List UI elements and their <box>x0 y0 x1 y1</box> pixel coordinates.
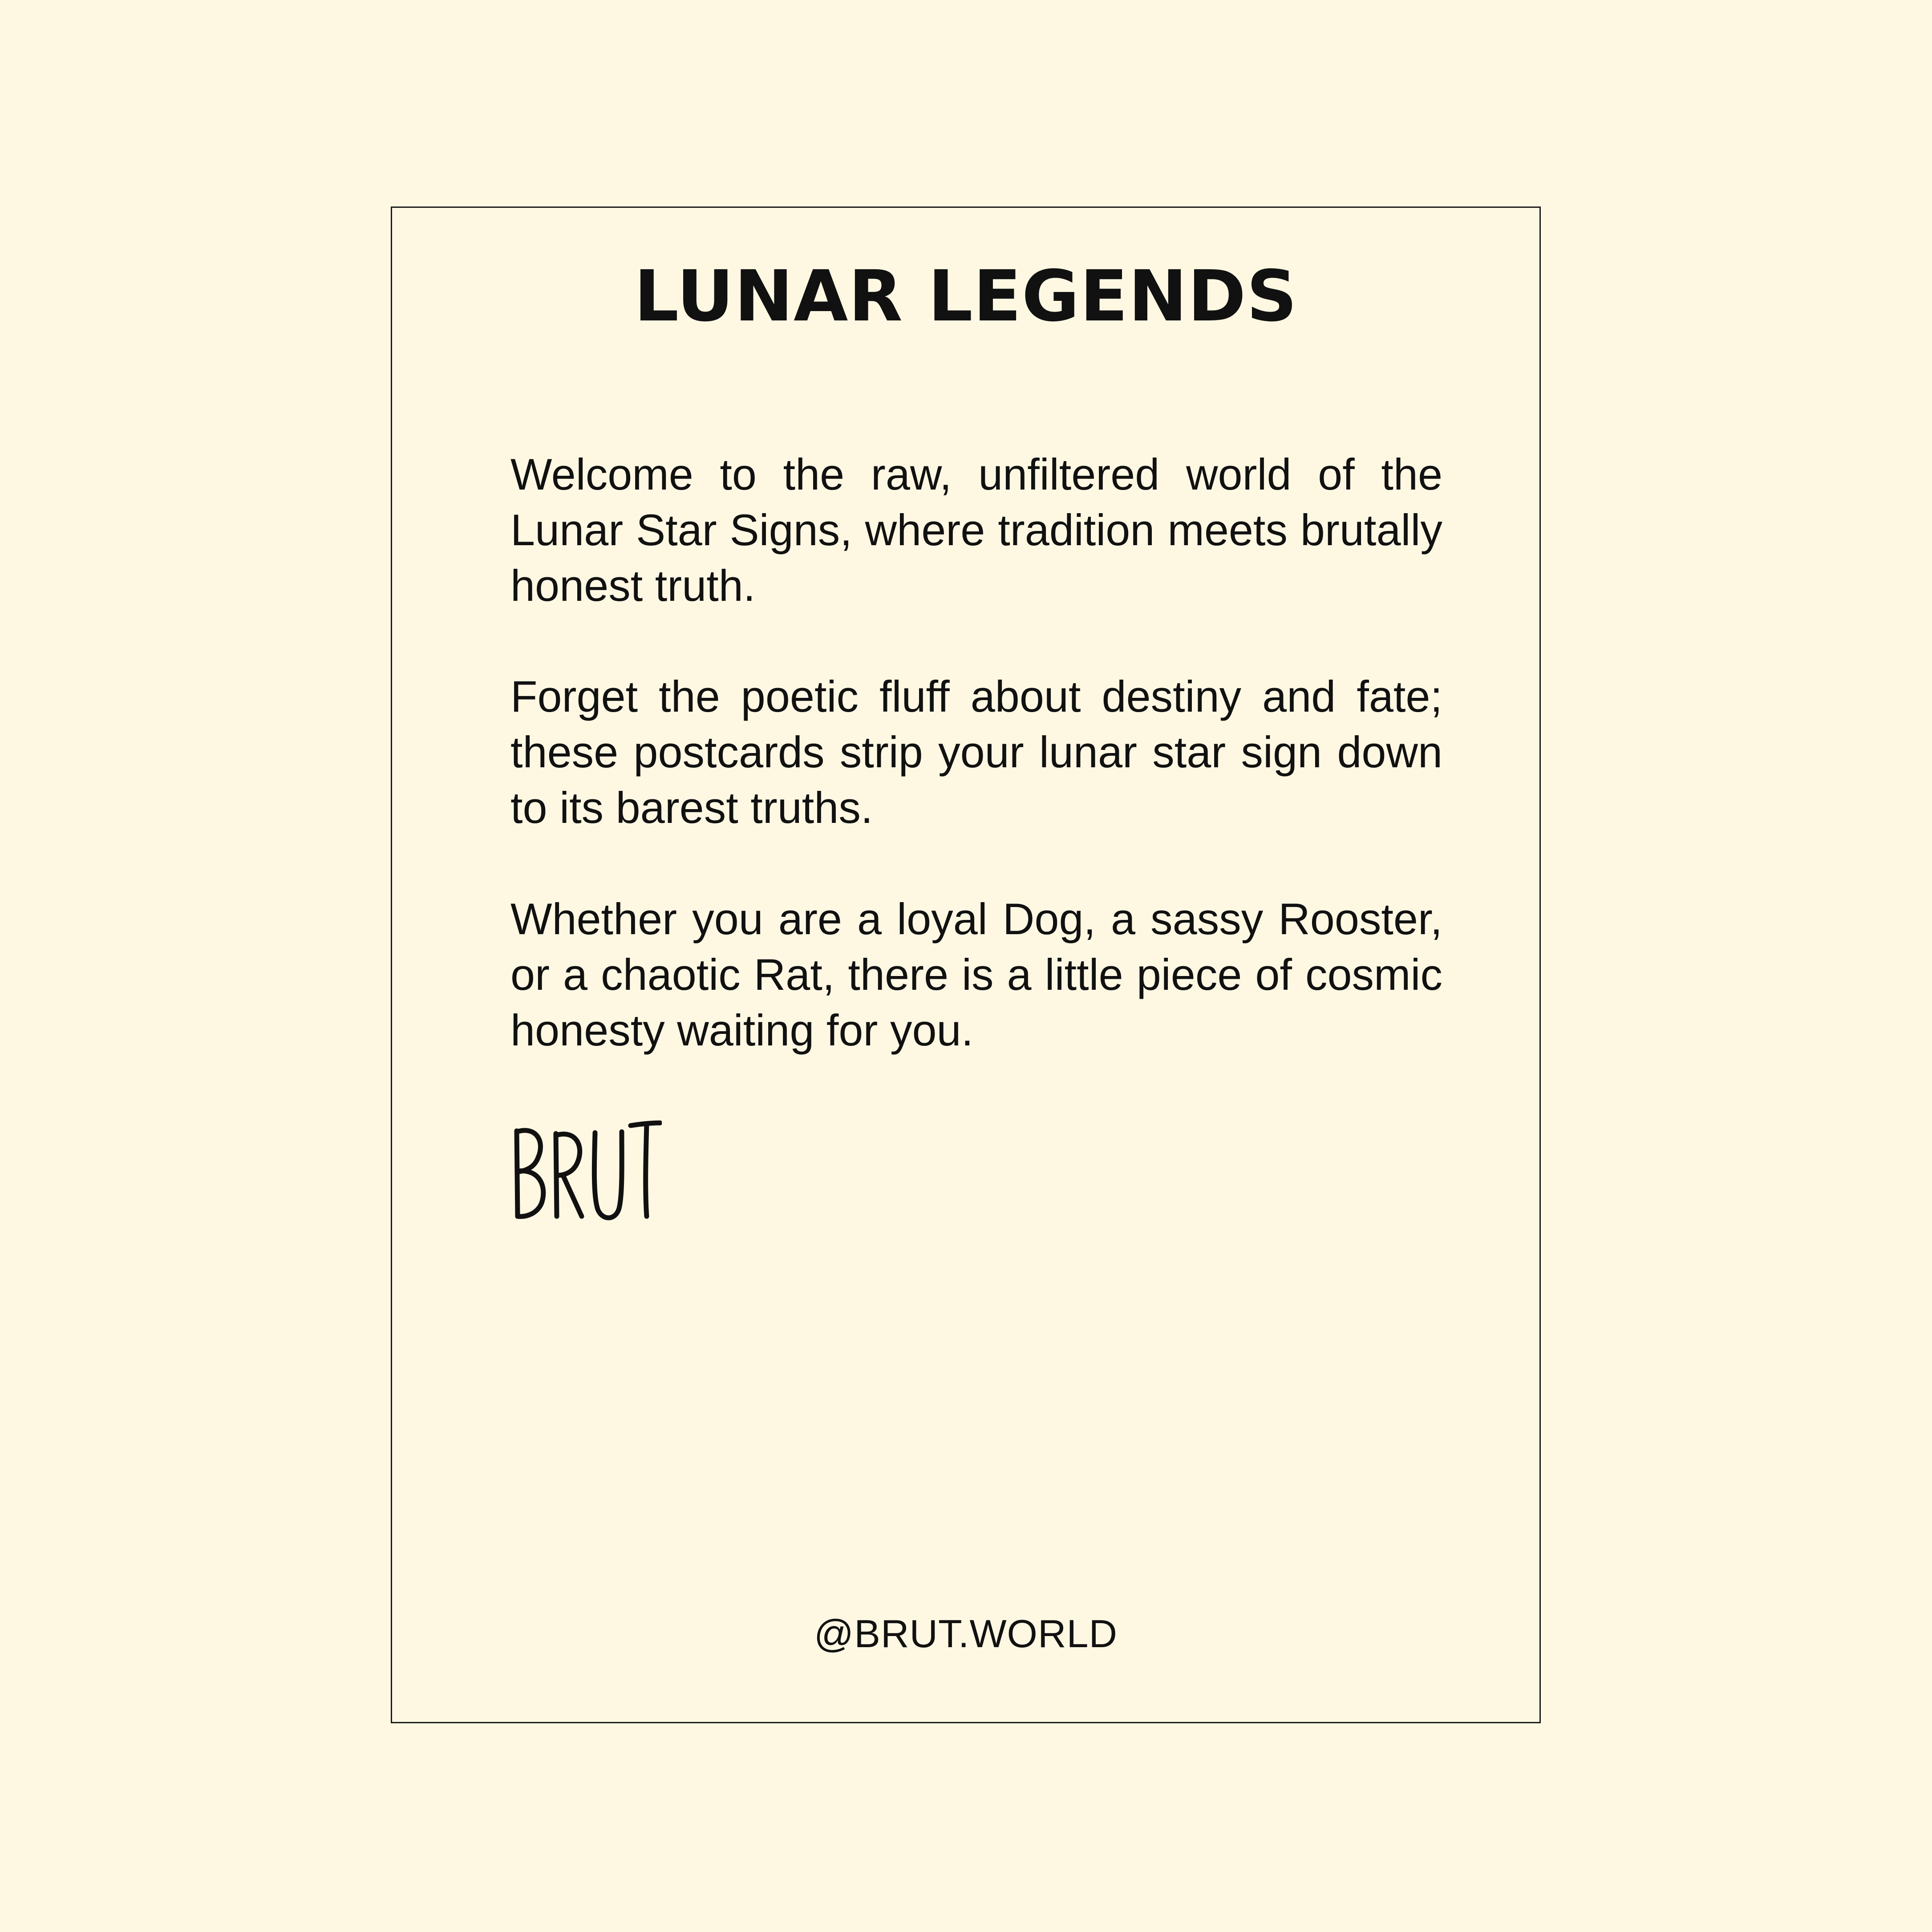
closing-paragraph: Whether you are a loyal Dog, a sassy Rooster, or a chaotic Rat, there is a little piece of cosmic honesty waiting for you. <box>510 894 1442 1055</box>
description-paragraph: Forget the poetic fluff about destiny and fate; these postcards strip your lunar star sign down to its barest truths. <box>510 672 1442 832</box>
card-title: LUNAR LEGENDS <box>634 255 1298 337</box>
intro-paragraph: Welcome to the raw, unfiltered world of the Lunar Star Signs, where tradition meets brutally honest truth. <box>510 450 1442 610</box>
social-handle: @BRUT.WORLD <box>814 1612 1118 1656</box>
postcard <box>391 207 1541 1723</box>
handwritten-signature <box>510 1116 662 1223</box>
